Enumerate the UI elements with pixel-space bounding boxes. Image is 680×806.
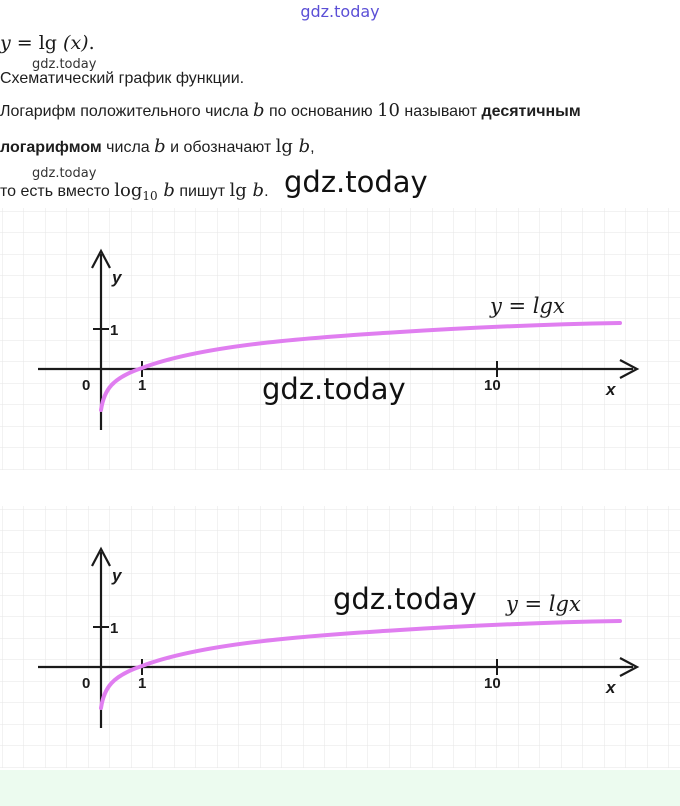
p1-f: десятичным	[481, 103, 581, 120]
p3-g: b	[246, 180, 265, 201]
watermark-large-3: gdz.today	[333, 582, 477, 616]
x-tick-label-10: 10	[484, 675, 501, 692]
p3-f: lg	[229, 180, 247, 201]
formula-arg: (x)	[63, 32, 89, 54]
graph-1-svg	[0, 208, 680, 470]
formula-end: .	[88, 32, 95, 54]
bottom-band	[0, 770, 680, 806]
p2-d: и обозначают	[165, 139, 276, 156]
p1-a: Логарифм положительного числа	[0, 103, 254, 120]
x-axis-label: x	[606, 380, 616, 399]
caption: Схематический график функции.	[0, 70, 245, 87]
formula-eq: =	[10, 32, 39, 54]
origin-label: 0	[82, 675, 91, 692]
p2-b: числа	[101, 139, 155, 156]
p3-b: log	[114, 180, 143, 201]
formula-fn: lg	[38, 32, 57, 54]
log-graph-1	[0, 208, 680, 470]
watermark-top: gdz.today	[300, 2, 380, 21]
curve-label: y = lgx	[490, 294, 565, 318]
watermark-small-2: gdz.today	[32, 166, 97, 181]
watermark-large-2: gdz.today	[262, 372, 406, 406]
formula-lhs: y	[0, 32, 11, 54]
p1-b: b	[253, 100, 265, 121]
x-axis-label: x	[606, 678, 616, 697]
p3-e: пишут	[174, 183, 230, 200]
x-tick-label-1: 1	[138, 377, 147, 394]
p1-e: называют	[399, 103, 482, 120]
p3-d: b	[157, 180, 175, 201]
p2-f: b	[292, 136, 311, 157]
y-tick-label: 1	[110, 620, 119, 637]
function-formula	[0, 32, 95, 54]
watermark-small-1: gdz.today	[32, 57, 97, 72]
log-graph-2	[0, 506, 680, 768]
p2-e: lg	[275, 136, 293, 157]
x-tick-label-1: 1	[138, 675, 147, 692]
p3-a: то есть вместо	[0, 183, 115, 200]
p2-a: логарифмом	[0, 139, 102, 156]
p1-d: 10	[377, 100, 400, 121]
graph-2-svg	[0, 506, 680, 768]
p3-c: 10	[142, 189, 158, 204]
y-axis-label: y	[112, 268, 122, 287]
paragraph-line-3	[0, 180, 269, 203]
y-axis-label: y	[112, 566, 122, 585]
origin-label: 0	[82, 377, 91, 394]
y-tick-label: 1	[110, 322, 119, 339]
p2-c: b	[154, 136, 166, 157]
p2-g: ,	[310, 139, 315, 156]
curve-label: y = lgx	[506, 592, 581, 616]
paragraph-line-1	[0, 100, 581, 121]
p1-c: по основанию	[264, 103, 378, 120]
x-tick-label-10: 10	[484, 377, 501, 394]
paragraph-line-2	[0, 136, 315, 157]
watermark-large-1: gdz.today	[284, 165, 428, 199]
p3-h: .	[264, 183, 269, 200]
